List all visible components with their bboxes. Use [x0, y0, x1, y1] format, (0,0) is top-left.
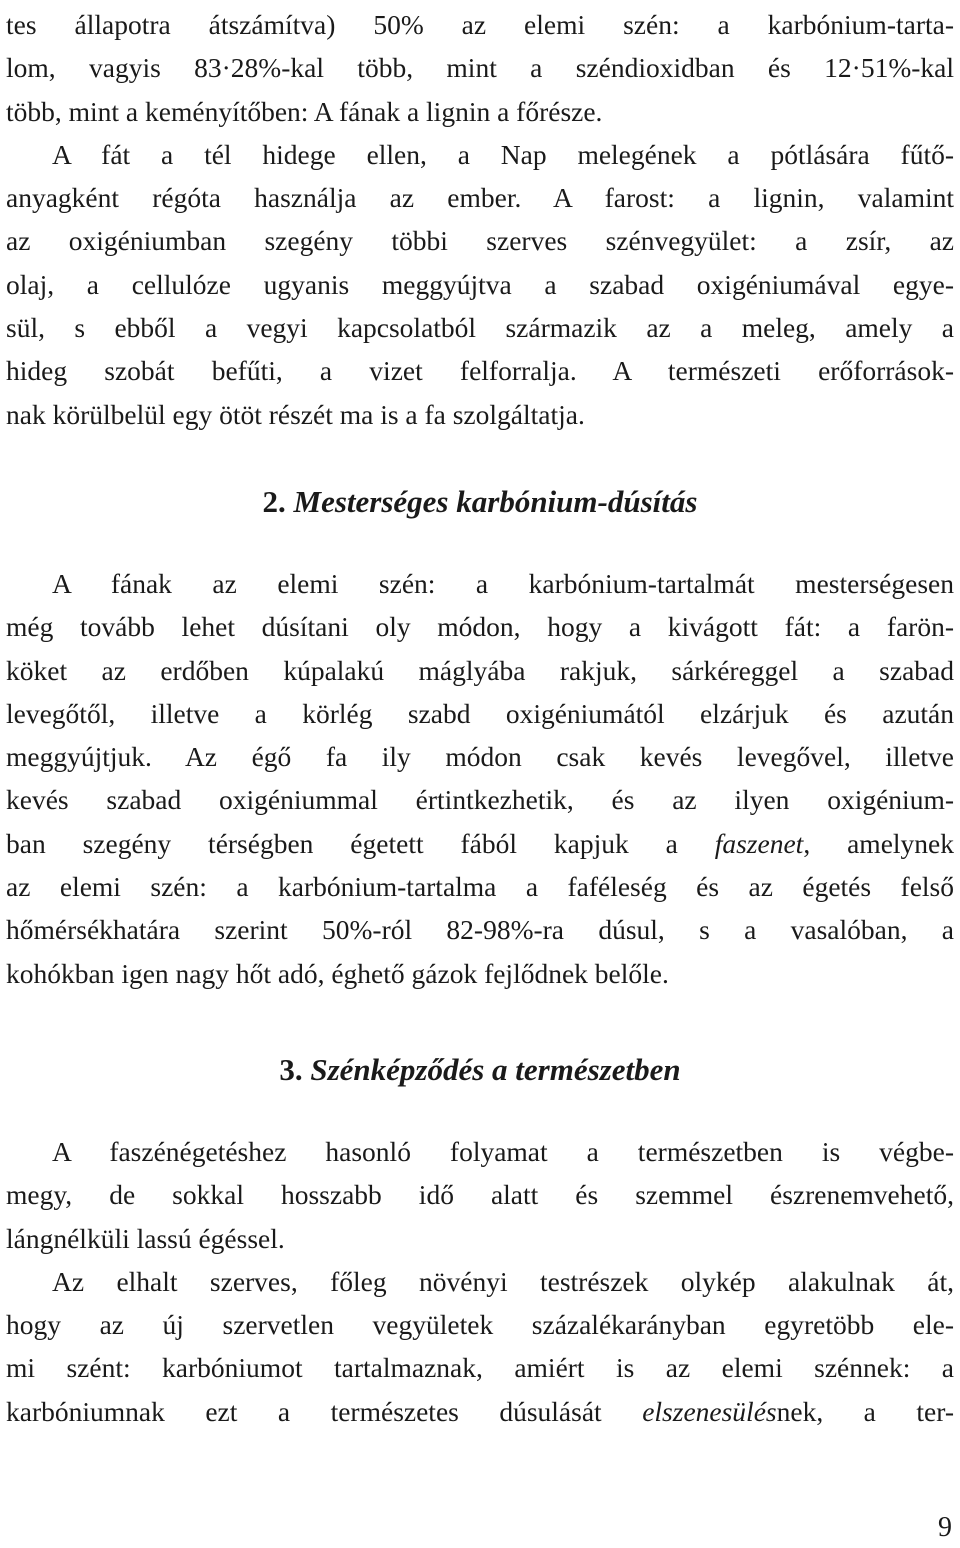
- text-line: kohókban igen nagy hőt adó, éghető gázok fejlődnek belőle.: [6, 957, 669, 989]
- text-line: még tovább lehet dúsítani oly módon, hogy a kivágott fát: a farön-: [6, 611, 954, 643]
- section-title: Szénképződés a természetben: [310, 1052, 681, 1087]
- text-line: hideg szobát befűti, a vizet felforralja. A természeti erőforrások-: [6, 355, 954, 387]
- text-line: megy, de sokkal hosszabb idő alatt és szemmel észrenemvehető,: [6, 1179, 954, 1211]
- text-line: lom, vagyis 83·28%-kal több, mint a széndioxidban és 12·51%-kal: [6, 52, 954, 84]
- text-line: karbóniumnak ezt a természetes dúsulását elszenesülésnek, a ter-: [6, 1395, 954, 1427]
- section-title: Mesterséges karbónium-dúsítás: [293, 484, 698, 519]
- section-heading-3: [6, 1050, 954, 1090]
- text-line: tes állapotra átszámítva) 50% az elemi szén: a karbónium-tarta-: [6, 9, 954, 40]
- text-line: ban szegény térségben égetett fából kapjuk a faszenet, amelynek: [6, 827, 954, 859]
- text-line: sül, s ebből a vegyi kapcsolatból származik az a meleg, amely a: [6, 312, 954, 344]
- paragraph-section-2: [6, 562, 954, 995]
- text-line: az elemi szén: a karbónium-tartalma a faféleség és az égetés felső: [6, 871, 954, 903]
- section-number: 3.: [279, 1052, 303, 1087]
- text-line: mi szént: karbóniumot tartalmaznak, amiért is az elemi szénnek: a: [6, 1352, 954, 1384]
- text-line: hogy az új szervetlen vegyületek százalékarányban egyretöbb ele-: [6, 1309, 954, 1341]
- paragraph-section-3: [6, 1130, 954, 1433]
- text-line: nak körülbelül egy ötöt részét ma is a fa szolgáltatja.: [6, 398, 585, 430]
- text-line: köket az erdőben kúpalakú máglyába rakjuk, sárkéreggel a szabad: [6, 654, 954, 686]
- text-line: meggyújtjuk. Az égő fa ily módon csak kevés levegővel, illetve: [6, 741, 954, 773]
- text-line: kevés szabad oxigéniummal értintkezhetik, és az ilyen oxigénium-: [6, 784, 954, 816]
- section-number: 2.: [262, 484, 286, 519]
- section-heading-2: [6, 482, 954, 522]
- text-line: hőmérsékhatára szerint 50%-ról 82-98%-ra dúsul, s a vasalóban, a: [6, 914, 954, 946]
- text-line: több, mint a keményítőben: A fának a lignin a főrésze.: [6, 95, 603, 127]
- text-line: A faszénégetéshez hasonló folyamat a természetben is végbe-: [52, 1136, 954, 1167]
- text-line: olaj, a cellulóze ugyanis meggyújtva a szabad oxigéniumával egye-: [6, 268, 954, 300]
- text-line: az oxigéniumban szegény többi szerves szénvegyület: a zsír, az: [6, 225, 954, 257]
- page-number: 9: [938, 1512, 952, 1543]
- text-line: A fát a tél hidege ellen, a Nap melegének a pótlására fűtő-: [52, 138, 954, 170]
- text-line: Az elhalt szerves, főleg növényi testrészek olykép alakulnak át,: [52, 1265, 954, 1297]
- text-line: lángnélküli lassú égéssel.: [6, 1222, 285, 1254]
- text-line: A fának az elemi szén: a karbónium-tartalmát mesterségesen: [52, 568, 954, 599]
- text-line: levegőtől, illetve a körlég szabd oxigéniumától elzárjuk és azután: [6, 697, 954, 729]
- paragraph-intro: [6, 3, 954, 436]
- text-line: anyagként régóta használja az ember. A farost: a lignin, valamint: [6, 182, 954, 214]
